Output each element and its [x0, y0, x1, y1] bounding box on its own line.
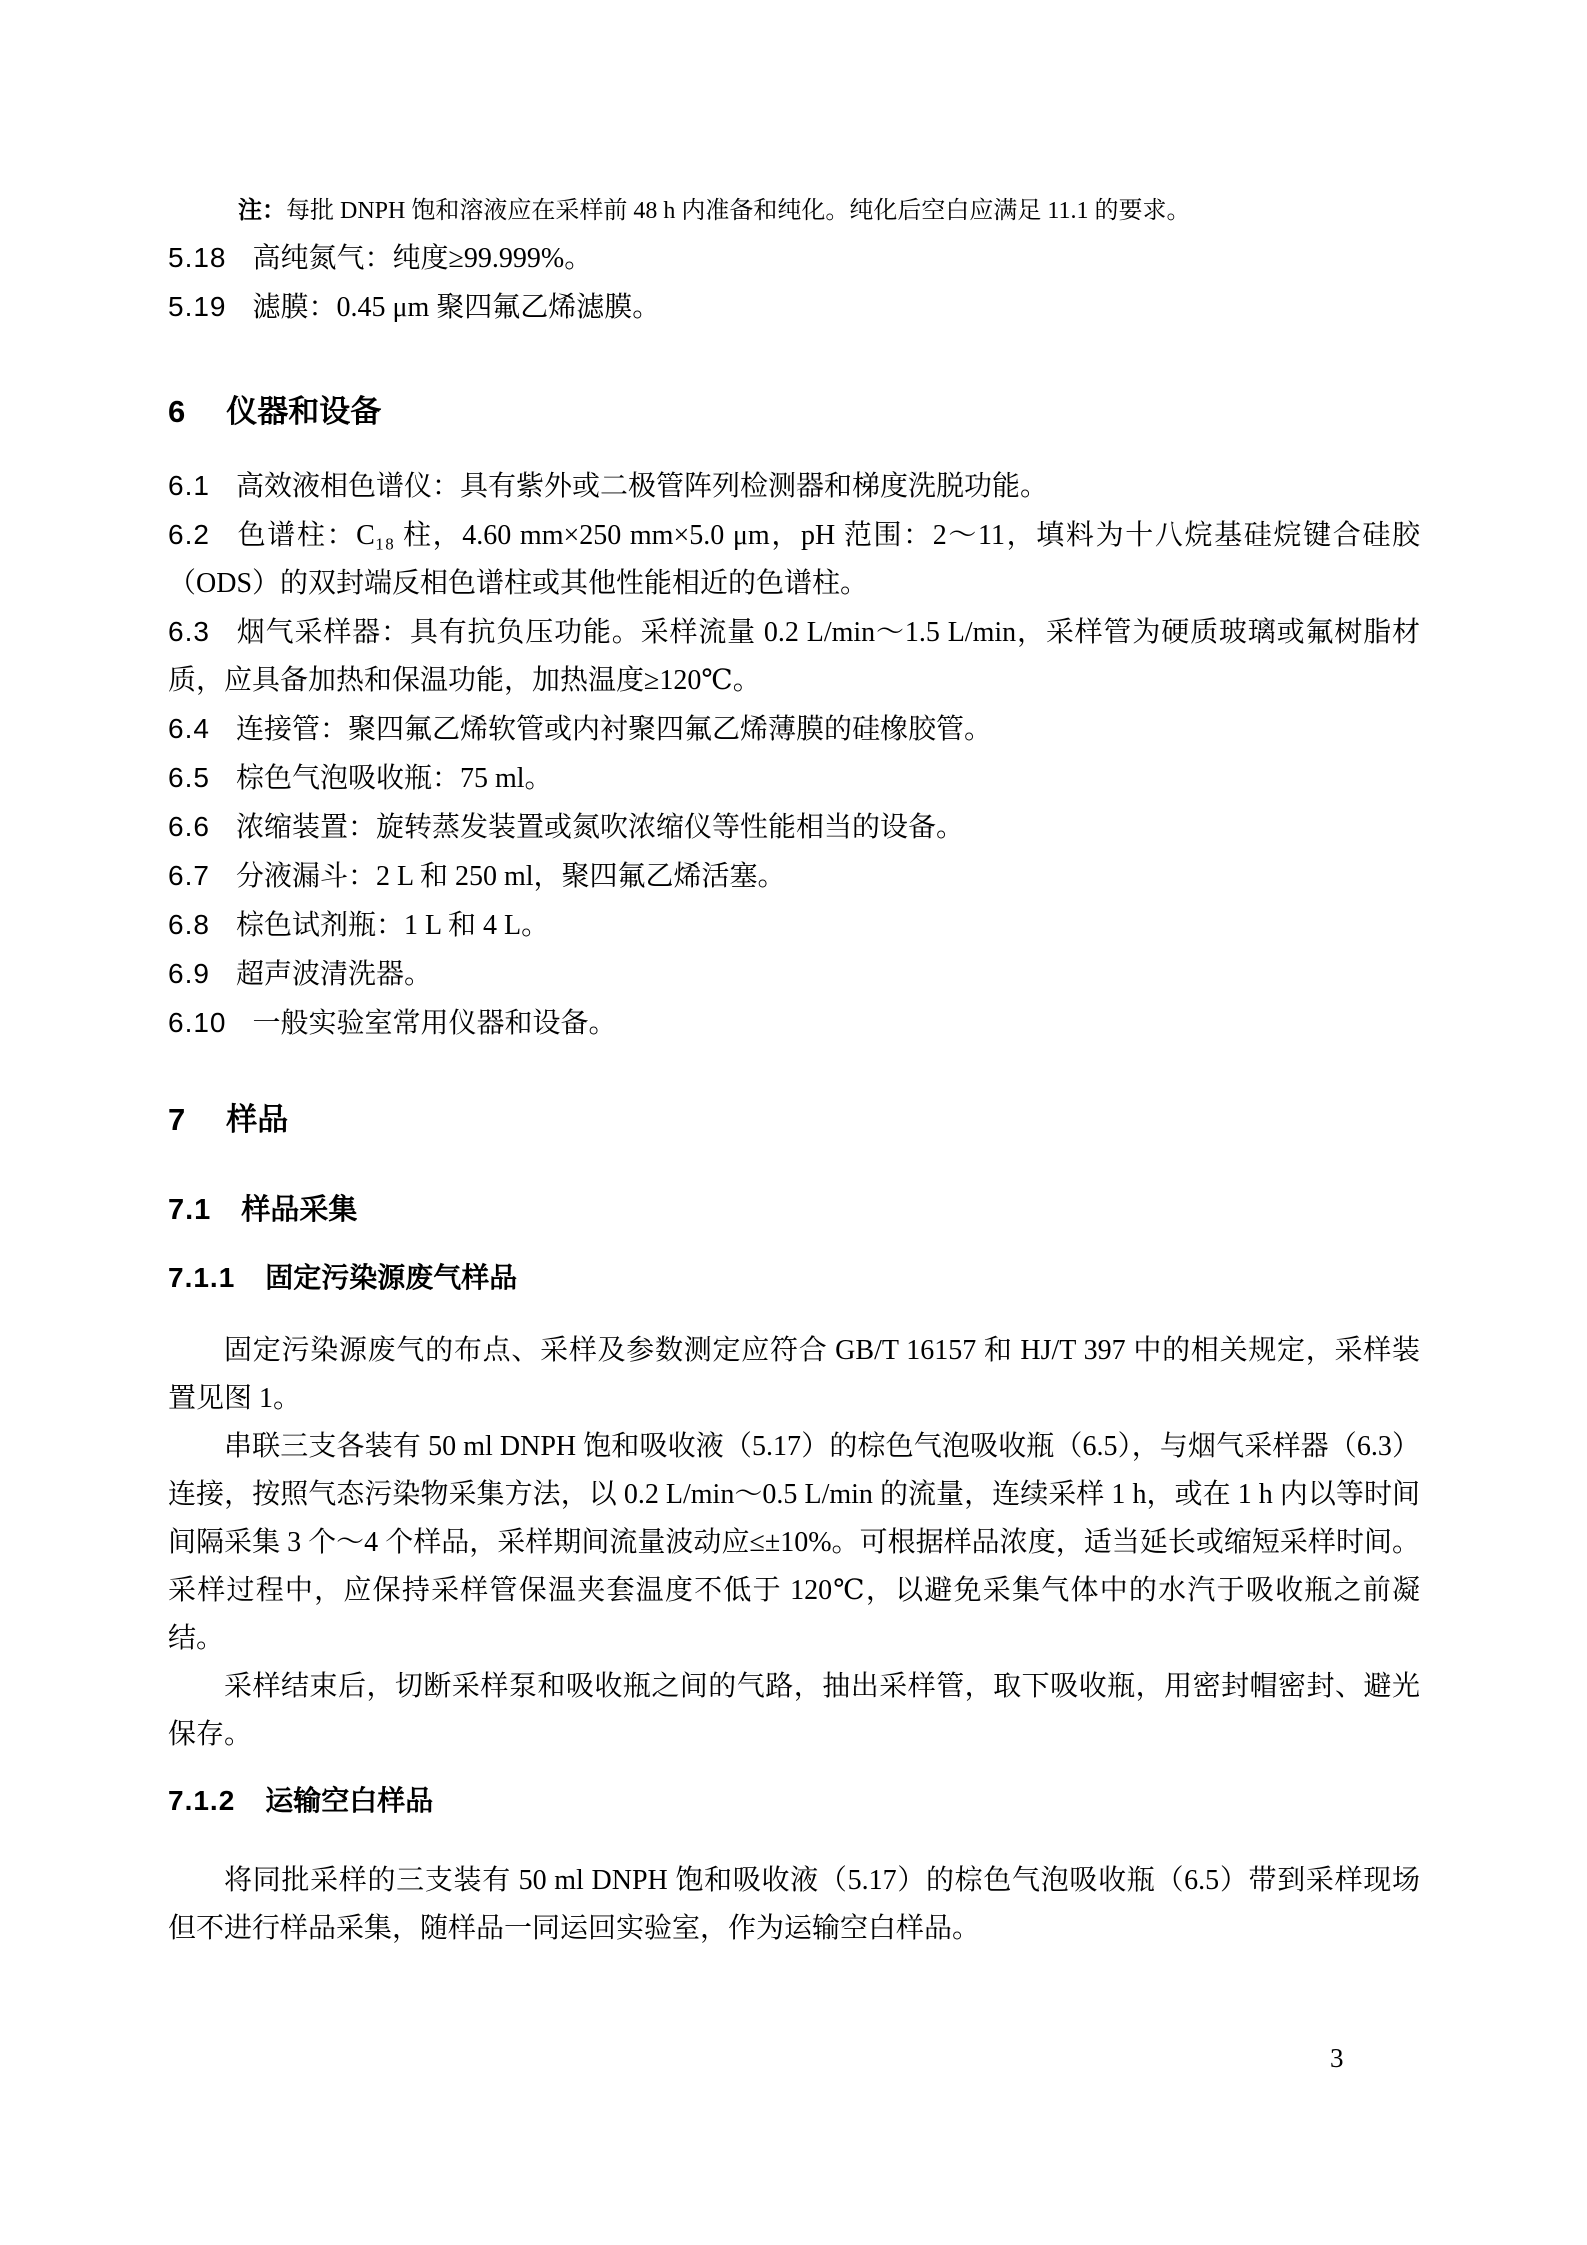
clause-text: 高效液相色谱仪：具有紫外或二极管阵列检测器和梯度洗脱功能。: [235, 471, 1048, 502]
clause-row: [168, 511, 1420, 608]
clause-row: [168, 852, 1420, 901]
clause-text: 烟气采样器：具有抗负压功能。采样流量 0.2 L/min～1.5 L/min，采样管为硬质玻璃或氟树脂材质，应具备加热和保温功能，加热温度≥120℃。: [168, 617, 1420, 696]
clause-row: [168, 950, 1420, 999]
clause-number: 6.3: [168, 616, 210, 647]
section-number: 7.1.1: [168, 1262, 236, 1293]
clause-number: 5.18: [168, 242, 227, 273]
clause-row: [168, 803, 1420, 852]
section-number: 7.1.2: [168, 1785, 236, 1816]
section-7-heading: [168, 1096, 1420, 1144]
clause-row: [168, 234, 1420, 283]
clause-number: 6.5: [168, 762, 210, 793]
section-title: 样品采集: [241, 1194, 358, 1226]
clause-text: 高纯氮气：纯度≥99.999%。: [252, 243, 593, 274]
clause-number: 5.19: [168, 291, 227, 322]
clause-text: 分液漏斗：2 L 和 250 ml，聚四氟乙烯活塞。: [235, 861, 786, 892]
paragraph: 采样结束后，切断采样泵和吸收瓶之间的气路，抽出采样管，取下吸收瓶，用密封帽密封、避光保存。: [168, 1671, 1420, 1750]
clause-text: 色谱柱：C₁₈ 柱，4.60 mm×250 mm×5.0 μm，pH 范围：2～11，填料为十八烷基硅烷键合硅胶（ODS）的双封端反相色谱柱或其他性能相近的色谱柱。: [168, 520, 1420, 599]
clause-number: 6.6: [168, 811, 210, 842]
note-line: [168, 188, 1420, 234]
clause-text: 一般实验室常用仪器和设备。: [252, 1008, 617, 1039]
clause-row: [168, 754, 1420, 803]
clause-text: 浓缩装置：旋转蒸发装置或氮吹浓缩仪等性能相当的设备。: [235, 812, 964, 843]
section-title: 固定污染源废气样品: [265, 1262, 518, 1293]
section-number: 7.1: [168, 1194, 212, 1226]
clause-row: [168, 283, 1420, 332]
paragraph: 固定污染源废气的布点、采样及参数测定应符合 GB/T 16157 和 HJ/T 397 中的相关规定，采样装置见图 1。: [168, 1335, 1420, 1414]
section-7-1-2-heading: [168, 1777, 1420, 1825]
section-7-1-1-heading: [168, 1254, 1420, 1302]
page-number: 3: [1330, 2043, 1344, 2073]
clause-number: 6.10: [168, 1007, 227, 1038]
section-title: 样品: [226, 1102, 289, 1137]
section-title: 仪器和设备: [226, 394, 382, 429]
clause-text: 棕色气泡吸收瓶：75 ml。: [235, 763, 553, 794]
section-number: 7: [168, 1102, 187, 1137]
clause-number: 6.4: [168, 713, 210, 744]
paragraph: 将同批采样的三支装有 50 ml DNPH 饱和吸收液（5.17）的棕色气泡吸收瓶（6.5）带到采样现场但不进行样品采集，随样品一同运回实验室，作为运输空白样品。: [168, 1865, 1420, 1944]
section-6-heading: [168, 388, 1420, 436]
clause-number: 6.9: [168, 958, 210, 989]
clause-row: [168, 705, 1420, 754]
clause-number: 6.8: [168, 909, 210, 940]
clause-row: [168, 901, 1420, 950]
clause-text: 滤膜：0.45 μm 聚四氟乙烯滤膜。: [252, 292, 661, 323]
document-content: [168, 188, 1420, 1953]
clause-text: 连接管：聚四氟乙烯软管或内衬聚四氟乙烯薄膜的硅橡胶管。: [235, 714, 992, 745]
clause-number: 6.7: [168, 860, 210, 891]
clause-text: 棕色试剂瓶：1 L 和 4 L。: [235, 910, 550, 941]
note-label: 注：: [238, 197, 286, 224]
paragraph: 串联三支各装有 50 ml DNPH 饱和吸收液（5.17）的棕色气泡吸收瓶（6.5），与烟气采样器（6.3）连接，按照气态污染物采集方法，以 0.2 L/min～0.5 L/min 的流量，连续采样 1 h，或在 1 h 内以等时间间隔采集 3 个～4 个样品，采样期间流量波动应≤±10%。可根据样品浓度，适当延长或缩短采样时间。采样过程中，应保持采样管保温夹套温度不低于 120℃，以避免采集气体中的水汽于吸收瓶之前凝结。: [168, 1431, 1420, 1654]
clause-number: 6.1: [168, 470, 210, 501]
clause-row: [168, 608, 1420, 705]
section-7-1-heading: [168, 1186, 1420, 1234]
clause-row: [168, 462, 1420, 511]
clause-text: 超声波清洗器。: [235, 959, 432, 990]
section-number: 6: [168, 394, 187, 429]
section-title: 运输空白样品: [265, 1785, 434, 1816]
note-text: 每批 DNPH 饱和溶液应在采样前 48 h 内准备和纯化。纯化后空白应满足 11.1 的要求。: [286, 198, 1191, 224]
clause-number: 6.2: [168, 519, 210, 550]
clause-row: [168, 999, 1420, 1048]
